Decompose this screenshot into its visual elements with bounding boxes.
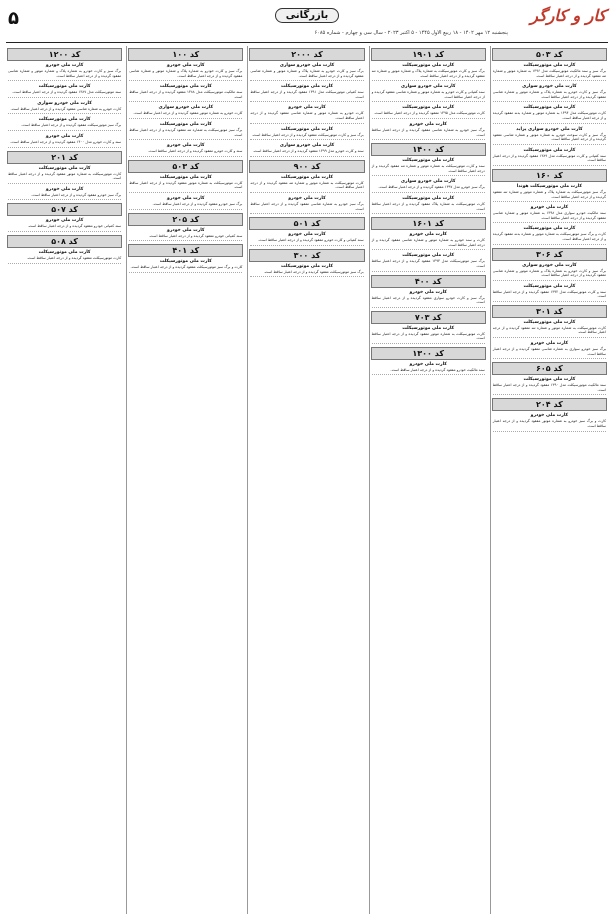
classified-ad	[493, 226, 606, 244]
classified-ad	[129, 63, 242, 81]
ad-title: کارت ملی موتورسیکلت	[159, 84, 212, 90]
ad-title: کارت ملی موتورسیکلت	[523, 283, 576, 289]
ad-body: برگ سبز خودرو به شماره شاسی مفقود گردیده و از درجه اعتبار ساقط است.	[250, 201, 364, 211]
column	[247, 46, 365, 914]
ad-title: کارت ملی موتورسیکلت	[402, 325, 455, 331]
ad-title: کارت ملی خودرو	[409, 361, 447, 367]
classified-ad	[372, 122, 485, 140]
code-box: کد ۲۰۰۰	[249, 48, 364, 61]
ad-body: برگ سبز موتورسیکلت به شماره پلاک و شماره موتور و شماره تنه مفقود گردیده و از درجه اعتبار ساقط است.	[492, 189, 606, 199]
classified-ad	[129, 259, 242, 273]
code-box: کد ۵۰۸	[7, 235, 122, 248]
ad-body: سند و کارت خودرو مدل ۱۴۰۰ مفقود گردیده و از درجه اعتبار ساقط است.	[10, 139, 122, 144]
code-box: کد ۳۰۱	[492, 305, 607, 318]
ad-title: کارت ملی موتورسیکلت	[281, 263, 333, 269]
ad-body: کارت موتورسیکلت به شماره موتور مفقود گردیده و از درجه اعتبار ساقط است.	[129, 180, 243, 190]
classified-ad	[8, 63, 121, 81]
column	[369, 46, 487, 914]
ad-title: کارت ملی خودرو	[167, 143, 205, 149]
classified-ad	[8, 187, 121, 201]
ad-title: کارت ملی موتورسیکلت	[402, 158, 455, 164]
classified-ad	[493, 377, 606, 395]
code-box: کد ۹۰۰	[249, 160, 364, 173]
classified-ad	[372, 196, 485, 214]
ad-body: برگ سبز و کارت خودرو سواری مفقود گردیده و از درجه اعتبار ساقط است.	[371, 295, 485, 305]
column	[126, 46, 244, 914]
ad-body: برگ سبز و کارت سوخت خودرو به شماره موتور و شماره شاسی مفقود گردیده و از درجه اعتبار ساقط است.	[492, 132, 606, 142]
ad-body: کارت خودرو به شماره موتور مفقود گردیده و از درجه اعتبار ساقط است.	[133, 111, 243, 116]
ad-body: برگ سبز و کارت خودرو به شماره پلاک و شماره موتور و شماره شاسی مفقود گردیده و از درجه اعتبار ساقط است.	[492, 268, 606, 278]
ad-body: برگ سبز و کارت خودرو به شماره پلاک و شماره موتور و شماره شاسی مفقود گردیده و از درجه اعتبار ساقط است.	[7, 69, 122, 78]
classified-ad	[8, 250, 121, 264]
ad-title: کارت ملی موتورسیکلت	[159, 259, 212, 265]
ad-title: کارت ملی خودرو	[288, 105, 326, 111]
ad-body: کارت موتورسیکلت مفقود گردیده و از درجه اعتبار ساقط است.	[26, 255, 122, 260]
code-box: کد ۱۴۰۰	[371, 143, 486, 156]
ad-title: کارت ملی موتورسیکلت	[281, 84, 333, 90]
code-box: کد ۵۰۳	[492, 48, 607, 61]
code-box: کد ۵۰۱	[249, 217, 364, 230]
ad-body: برگ سبز خودرو مفقود گردیده و از درجه اعتبار ساقط است.	[31, 192, 122, 197]
ad-body: سند کمپانی و کارت خودرو مفقود گردیده و از درجه اعتبار ساقط است.	[258, 238, 364, 243]
ad-title: کارت ملی خودرو سواری	[400, 84, 456, 90]
classified-ad	[250, 105, 363, 123]
ad-title: کارت ملی موتورسیکلت	[523, 63, 576, 68]
code-box: کد ۱۰۰	[128, 48, 243, 61]
ad-title: کارت ملی موتورسیکلت	[402, 195, 455, 201]
classified-ad	[372, 326, 485, 344]
code-box: کد ۱۲۰۰	[7, 48, 122, 61]
ad-body: کارت موتورسیکلت به شماره پلاک مفقود گردیده و از درجه اعتبار ساقط است.	[371, 201, 485, 211]
ad-title: کارت ملی موتورسیکلت	[38, 117, 91, 123]
code-box: کد ۳۰۰	[249, 249, 364, 262]
ad-title: کارت ملی خودرو سواری	[522, 262, 577, 268]
ad-body: برگ سبز و سند مالکیت موتورسیکلت مدل ۱۳۹۶ به شماره موتور و شماره تنه مفقود گردیده و از درجه اعتبار ساقط است.	[492, 69, 606, 78]
ad-title: کارت ملی موتورسیکلت هوندا	[516, 183, 583, 189]
ad-body: سند کمپانی موتورسیکلت مدل ۱۳۹۱ مفقود گردیده و از درجه اعتبار ساقط است.	[250, 90, 364, 99]
ad-body: کارت موتورسیکلت به شماره موتور مفقود گردیده و از درجه اعتبار ساقط است.	[371, 331, 485, 341]
ad-body: برگ سبز موتورسیکلت مفقود گردیده و از درجه اعتبار ساقط است.	[263, 269, 364, 274]
classified-ad	[493, 84, 606, 102]
code-box: کد ۲۰۱	[7, 151, 122, 164]
classified-ad	[372, 158, 485, 176]
classified-ad	[493, 127, 606, 145]
ad-title: کارت ملی خودرو	[530, 205, 569, 211]
classified-ad	[129, 105, 242, 119]
ad-body: برگ سبز خودرو مفقود گردیده و از درجه اعتبار ساقط است.	[152, 201, 243, 206]
ad-title: کارت ملی خودرو	[167, 63, 205, 68]
issue-line: پنجشنبه ۱۲ مهر ۱۴۰۲ - ۱۸ ربیع الاول ۱۴۴۵ - ۵ اکتبر ۲۰۲۳ - سال سی و چهارم - شماره ۶۰۸۵	[314, 30, 508, 36]
ad-title: کارت ملی خودرو سواری	[158, 105, 214, 111]
ad-body: سند کمپانی و کارت خودرو به شماره موتور و شماره شاسی مفقود گردیده و از درجه اعتبار ساقط است.	[371, 90, 485, 99]
ad-title: کارت ملی موتورسیکلت	[281, 126, 333, 132]
ad-title: کارت ملی موتورسیکلت	[38, 165, 91, 171]
ad-body: کارت و سند خودرو به شماره موتور و شماره شاسی مفقود گردیده و از درجه اعتبار ساقط است.	[371, 238, 485, 247]
ad-title: کارت ملی موتورسیکلت	[402, 63, 455, 68]
ad-title: کارت ملی خودرو	[409, 289, 447, 295]
ad-body: برگ سبز موتورسیکلت مدل ۱۳۹۳ مفقود گردیده و از درجه اعتبار ساقط است.	[371, 259, 485, 268]
classified-ad	[372, 63, 485, 81]
classified-ad	[250, 175, 363, 193]
masthead	[6, 6, 608, 42]
ad-title: کارت ملی موتورسیکلت	[159, 121, 212, 127]
ad-body: سند مالکیت خودرو سواری مدل ۱۳۹۸ به شماره موتور و شماره شاسی مفقود گردیده و از درجه اعتبار ساقط است.	[492, 211, 606, 220]
ad-title: کارت ملی موتورسیکلت	[402, 105, 455, 111]
classified-ad	[129, 143, 242, 157]
ad-body: کارت خودرو به شماره شاسی مفقود گردیده و از درجه اعتبار ساقط است.	[10, 106, 122, 111]
classified-ad	[250, 196, 363, 214]
ad-body: برگ سبز و کارت موتورسیکلت مفقود گردیده و از درجه اعتبار ساقط است.	[251, 132, 364, 137]
classified-ad	[493, 320, 606, 338]
ad-body: سند مالکیت موتورسیکلت مدل ۱۳۸۸ مفقود گردیده و از درجه اعتبار ساقط است.	[129, 90, 243, 99]
ad-title: کارت ملی خودرو سواری	[279, 63, 335, 68]
ad-body: برگ سبز و کارت خودرو به شماره پلاک و شماره موتور و شماره شاسی مفقود گردیده و از درجه اعتبار ساقط است.	[492, 90, 606, 99]
ad-body: سند مالکیت موتورسیکلت مدل ۱۳۹۰ مفقود گردیده و از درجه اعتبار ساقط است.	[492, 383, 606, 392]
classified-ad	[493, 205, 606, 223]
ad-body: برگ سبز خودرو به شماره شاسی مفقود گردیده و از درجه اعتبار ساقط است.	[371, 127, 485, 137]
ad-title: کارت ملی خودرو	[288, 195, 326, 201]
classified-ad	[493, 148, 606, 166]
code-box: کد ۱۹۰۱	[371, 48, 486, 61]
ad-body: کارت خودرو به شماره موتور و شماره شاسی مفقود گردیده و از درجه اعتبار ساقط است.	[250, 111, 364, 120]
ad-title: کارت ملی خودرو	[288, 232, 326, 238]
code-box: کد ۶۰۵	[492, 362, 607, 375]
ad-body: سند و کارت خودرو مفقود گردیده و از درجه اعتبار ساقط است.	[147, 149, 243, 154]
classified-ad	[493, 184, 606, 202]
ad-title: کارت ملی موتورسیکلت	[523, 377, 576, 383]
code-box: کد ۱۶۰۱	[371, 217, 486, 230]
classified-ad	[493, 413, 606, 431]
ad-title: کارت ملی خودرو	[409, 232, 447, 238]
code-box: کد ۱۶۰	[492, 169, 607, 182]
ad-title: کارت ملی خودرو	[530, 413, 569, 419]
ad-title: کارت ملی موتورسیکلت	[402, 253, 455, 259]
ad-body: برگ سبز خودرو مدل ۱۳۹۷ مفقود گردیده و از درجه اعتبار ساقط است.	[378, 185, 485, 190]
classified-ad	[493, 284, 606, 302]
classified-ad	[250, 127, 363, 141]
ad-body: برگ سبز و کارت خودرو به شماره پلاک و شماره موتور و شماره شاسی مفقود گردیده و از درجه اعتبار ساقط است.	[129, 69, 243, 78]
classified-ad	[250, 143, 363, 157]
ad-title: کارت ملی خودرو	[409, 121, 447, 127]
code-box: کد ۷۰۳	[371, 311, 486, 324]
ad-body: کارت موتورسیکلت مدل ۱۳۹۵ مفقود گردیده و از درجه اعتبار ساقط است.	[373, 111, 485, 116]
classified-ad	[8, 101, 121, 115]
ad-title: کارت ملی خودرو	[45, 218, 84, 224]
ad-body: سند موتورسیکلت مدل ۱۳۸۷ مفقود گردیده و از درجه اعتبار ساقط است.	[12, 90, 122, 95]
code-box: کد ۱۳۰۰	[371, 347, 486, 360]
classified-ad	[493, 63, 606, 81]
classified-ad	[8, 218, 121, 232]
code-box: کد ۲۰۵	[128, 213, 243, 226]
ad-title: کارت ملی خودرو سواری	[400, 179, 456, 185]
ad-body: سند کمپانی خودرو مفقود گردیده و از درجه اعتبار ساقط است.	[148, 233, 243, 238]
ad-title: کارت ملی موتورسیکلت	[523, 226, 576, 232]
ad-body: برگ سبز و کارت خودرو به شماره پلاک و شماره موتور و شماره شاسی مفقود گردیده و از درجه اعتبار ساقط است.	[250, 69, 364, 78]
classified-ad	[8, 84, 121, 98]
classified-ad	[372, 105, 485, 119]
ad-title: کارت ملی موتورسیکلت	[38, 249, 91, 255]
ad-title: کارت ملی موتورسیکلت	[281, 174, 333, 180]
ad-body: کارت و برگ سبز موتورسیکلت به شماره موتور و شماره بدنه مفقود گردیده و از درجه اعتبار ساقط است.	[492, 232, 606, 241]
ad-body: سند مالکیت خودرو مفقود گردیده و از درجه اعتبار ساقط است.	[390, 367, 485, 372]
ad-body: کارت موتورسیکلت به شماره موتور مفقود گردیده و از درجه اعتبار ساقط است.	[7, 171, 122, 181]
classified-ad	[8, 134, 121, 148]
ad-title: کارت ملی خودرو سواری	[37, 100, 92, 106]
ad-body: کارت و برگ سبز موتورسیکلت مفقود گردیده و از درجه اعتبار ساقط است.	[130, 265, 243, 270]
ad-body: سند و کارت موتورسیکلت به شماره موتور و شماره تنه مفقود گردیده و از درجه اعتبار ساقط است.	[371, 164, 485, 173]
ad-title: کارت ملی خودرو	[45, 63, 84, 68]
classified-ad	[493, 341, 606, 359]
classified-ad	[8, 166, 121, 184]
page-number: ۵	[8, 8, 19, 29]
ad-body: کارت موتورسیکلت مدل ۱۳۹۴ به شماره موتور و شماره بدنه مفقود گردیده و از درجه اعتبار ساقط است.	[492, 111, 606, 120]
code-box: کد ۵۰۷	[7, 203, 122, 216]
ad-body: سند و کارت موتورسیکلت مدل ۱۳۹۲ مفقود گردیده و از درجه اعتبار ساقط است.	[492, 289, 606, 299]
ad-title: کارت ملی خودرو	[45, 133, 84, 139]
ad-title: کارت ملی خودرو	[167, 227, 205, 233]
code-box: کد ۵۰۳	[128, 160, 243, 173]
classified-ad	[129, 84, 242, 102]
ad-body: برگ سبز خودرو سواری به شماره شاسی مفقود گردیده و از درجه اعتبار ساقط است.	[492, 347, 606, 356]
classified-ad	[372, 232, 485, 250]
classified-ad	[493, 263, 606, 281]
classified-ad	[372, 84, 485, 102]
section-label: بازرگانی	[275, 8, 339, 23]
ad-title: کارت ملی خودرو سواری	[522, 84, 577, 90]
code-box: کد ۳۰۶	[492, 248, 607, 261]
columns	[6, 46, 608, 914]
classified-ad	[250, 264, 363, 278]
classified-ad	[129, 175, 242, 193]
classified-ad	[372, 253, 485, 271]
ad-body: سند و کارت خودرو مدل ۱۳۹۹ مفقود گردیده و از درجه اعتبار ساقط است.	[252, 149, 364, 154]
ad-title: کارت ملی خودرو	[167, 195, 205, 201]
classified-ad	[250, 84, 363, 102]
ad-body: کارت و برگ سبز خودرو به شماره موتور مفقود گردیده و از درجه اعتبار ساقط است.	[492, 419, 606, 429]
classified-ad	[250, 232, 363, 246]
ad-body: سند کمپانی و کارت موتورسیکلت مدل ۱۳۸۹ مفقود گردیده و از درجه اعتبار ساقط است.	[492, 153, 606, 163]
code-box: کد ۲۰۴	[492, 398, 607, 411]
header-rule	[6, 42, 608, 43]
classified-ad	[372, 179, 485, 193]
code-box: کد ۴۰۰	[371, 275, 486, 288]
classified-ad	[8, 117, 121, 131]
ad-title: کارت ملی موتورسیکلت	[159, 174, 212, 180]
classified-ad	[129, 196, 242, 210]
ad-title: کارت ملی خودرو	[45, 186, 84, 192]
ad-body: برگ سبز موتورسیکلت به شماره تنه مفقود گردیده و از درجه اعتبار ساقط است.	[129, 127, 243, 137]
classified-ad	[493, 105, 606, 123]
column	[490, 46, 608, 914]
code-box: کد ۴۰۱	[128, 244, 243, 257]
classified-ad	[372, 362, 485, 376]
ad-body: برگ سبز موتورسیکلت مفقود گردیده و از درجه اعتبار ساقط است.	[21, 123, 122, 128]
column	[6, 46, 123, 914]
ad-body: سند کمپانی خودرو مفقود گردیده و از درجه اعتبار ساقط است.	[27, 224, 122, 229]
ad-title: کارت ملی خودرو سواری پراید	[516, 126, 583, 132]
classified-ad	[129, 228, 242, 242]
classified-ad	[372, 290, 485, 308]
ad-title: کارت ملی موتورسیکلت	[523, 105, 576, 111]
ad-title: کارت ملی خودرو	[530, 341, 569, 347]
ad-title: کارت ملی موتورسیکلت	[523, 147, 576, 153]
newspaper-logo: کار و کارگر	[530, 6, 606, 25]
ad-title: کارت ملی موتورسیکلت	[38, 84, 91, 90]
ad-body: برگ سبز و کارت موتورسیکلت به شماره پلاک و شماره موتور و شماره تنه مفقود گردیده و از درجه اعتبار ساقط است.	[371, 69, 485, 78]
classified-ad	[250, 63, 363, 81]
classified-ad	[129, 122, 242, 140]
section-title	[6, 10, 608, 21]
ad-body: کارت موتورسیکلت به شماره موتور و شماره تنه مفقود گردیده و از درجه اعتبار ساقط است.	[250, 180, 364, 190]
ad-title: کارت ملی خودرو سواری	[279, 143, 335, 149]
ad-title: کارت ملی موتورسیکلت	[523, 319, 576, 325]
ad-body: کارت موتورسیکلت به شماره موتور و شماره تنه مفقود گردیده و از درجه اعتبار ساقط است.	[492, 325, 606, 335]
